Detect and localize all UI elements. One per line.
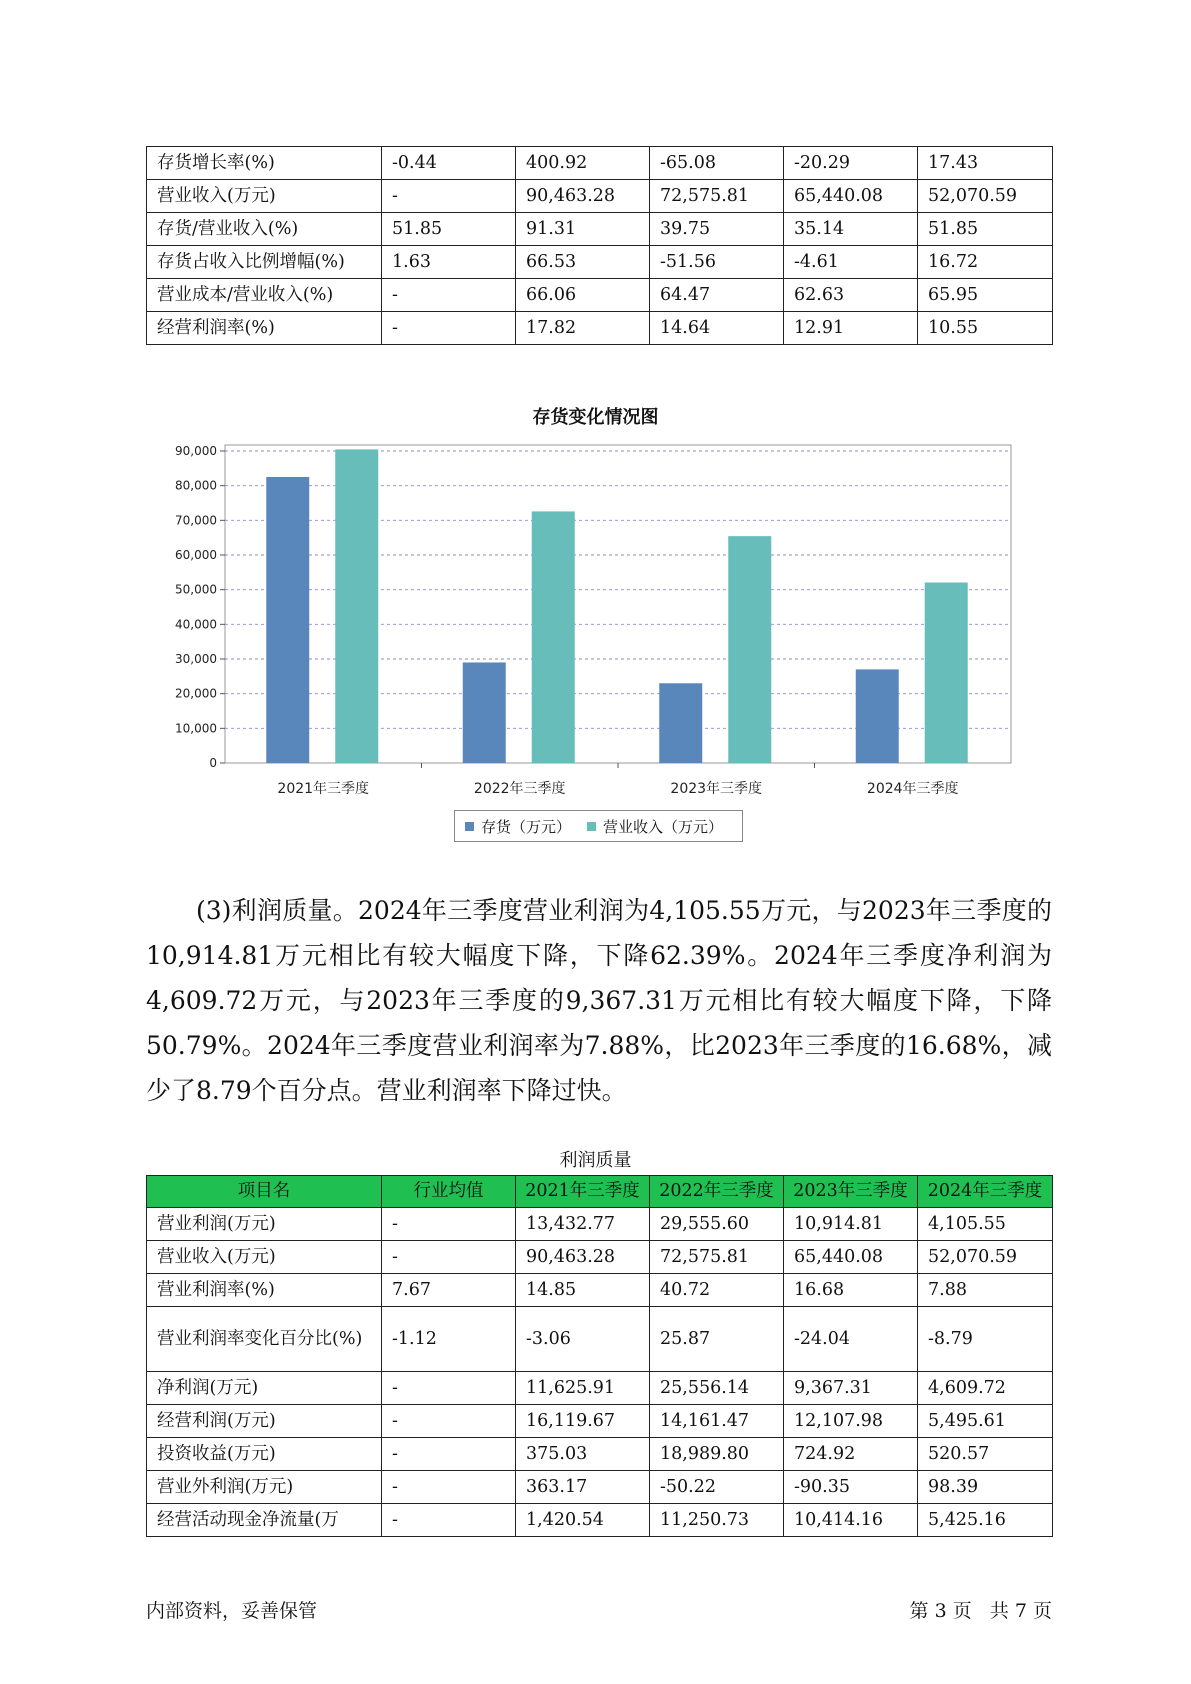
table-row [147, 1504, 1053, 1537]
y-tick-label: 80,000 [175, 478, 217, 493]
table-cell: 12.91 [784, 312, 918, 345]
table-row [147, 1405, 1053, 1438]
bar-revenue [728, 536, 771, 763]
table-cell: 72,575.81 [650, 1241, 784, 1274]
table-row [147, 279, 1053, 312]
paragraph-text: (3)利润质量。2024年三季度营业利润为4,105.55万元，与2023年三季度的10,914.81万元相比有较大幅度下降，下降62.39%。2024年三季度净利润为4,609.72万元，与2023年三季度的9,367.31万元相比有较大幅度下降，下降50.79%。2024年三季度营业利润率为7.88%，比2023年三季度的16.68%，减少了8.79个百分点。营业利润率下降过快。 [146, 896, 1052, 1105]
table-row [147, 246, 1053, 279]
table-cell: -65.08 [650, 147, 784, 180]
table-cell: 16.72 [918, 246, 1053, 279]
table-cell: 363.17 [516, 1471, 650, 1504]
table-cell: 经营利润率(%) [147, 312, 382, 345]
table-cell: 经营活动现金净流量(万 [147, 1504, 382, 1537]
table-cell: - [382, 1208, 516, 1241]
inventory-table [146, 146, 1053, 345]
table-cell: - [382, 1438, 516, 1471]
table-cell: 25.87 [650, 1307, 784, 1372]
y-tick-label: 20,000 [175, 686, 217, 701]
table-cell: 65.95 [918, 279, 1053, 312]
table-cell: 4,105.55 [918, 1208, 1053, 1241]
table-cell: 13,432.77 [516, 1208, 650, 1241]
table-cell: - [382, 1471, 516, 1504]
y-tick-label: 70,000 [175, 513, 217, 528]
table-cell: 7.67 [382, 1274, 516, 1307]
table-cell: - [382, 1504, 516, 1537]
table-cell: 65,440.08 [784, 180, 918, 213]
table-cell: 16,119.67 [516, 1405, 650, 1438]
x-tick-label: 2024年三季度 [866, 781, 959, 797]
table-cell: 11,250.73 [650, 1504, 784, 1537]
table-cell: 营业收入(万元) [147, 1241, 382, 1274]
table-row [147, 147, 1053, 180]
table-cell: 400.92 [516, 147, 650, 180]
table-cell: - [382, 1241, 516, 1274]
table-cell: -8.79 [918, 1307, 1053, 1372]
legend-swatch [587, 822, 596, 831]
footer-page-number: 第 3 页 共 7 页 [909, 1600, 1052, 1622]
table-cell: 17.82 [516, 312, 650, 345]
table-cell: 5,495.61 [918, 1405, 1053, 1438]
legend-item-inventory [465, 816, 571, 837]
table-cell: 存货增长率(%) [147, 147, 382, 180]
table-header-row [147, 1176, 1053, 1208]
table-cell: 17.43 [918, 147, 1053, 180]
table-cell: 91.31 [516, 213, 650, 246]
table-cell: 10,414.16 [784, 1504, 918, 1537]
table-cell: 90,463.28 [516, 1241, 650, 1274]
table-row [147, 1471, 1053, 1504]
bar-revenue [532, 511, 575, 763]
table-cell: 39.75 [650, 213, 784, 246]
footer-confidential-note: 内部资料，妥善保管 [146, 1600, 318, 1622]
table-caption: 利润质量 [559, 1150, 632, 1171]
table-cell: 51.85 [382, 213, 516, 246]
table-row [147, 180, 1053, 213]
legend-item-revenue [587, 816, 723, 837]
bar-inventory [659, 683, 702, 763]
y-tick-label: 30,000 [175, 652, 217, 666]
table-cell: 72,575.81 [650, 180, 784, 213]
table-row [147, 1274, 1053, 1307]
table-row [147, 1372, 1053, 1405]
table-cell: -0.44 [382, 147, 516, 180]
y-tick-label: 90,000 [175, 444, 217, 458]
table-cell: 18,989.80 [650, 1438, 784, 1471]
table-cell: 16.68 [784, 1274, 918, 1307]
x-tick-label: 2021年三季度 [277, 781, 370, 797]
table-cell: 净利润(万元) [147, 1372, 382, 1405]
x-tick-label: 2023年三季度 [670, 781, 763, 797]
table-cell: 66.06 [516, 279, 650, 312]
table-cell: 98.39 [918, 1471, 1053, 1504]
x-tick-label: 2022年三季度 [473, 781, 566, 797]
table-cell: - [382, 180, 516, 213]
y-tick-label: 40,000 [175, 617, 217, 632]
chart-legend [454, 810, 743, 842]
table-cell: 66.53 [516, 246, 650, 279]
table-cell: 4,609.72 [918, 1372, 1053, 1405]
table-row [147, 1208, 1053, 1241]
table-cell: 营业利润率(%) [147, 1274, 382, 1307]
table-cell: 存货/营业收入(%) [147, 213, 382, 246]
column-header: 2024年三季度 [918, 1176, 1053, 1208]
table-row [147, 1307, 1053, 1372]
table-cell: 经营利润(万元) [147, 1405, 382, 1438]
table-cell: -51.56 [650, 246, 784, 279]
table-cell: 29,555.60 [650, 1208, 784, 1241]
table-cell: 9,367.31 [784, 1372, 918, 1405]
bar-inventory [266, 477, 309, 763]
y-tick-label: 60,000 [175, 548, 217, 562]
table-cell: 存货占收入比例增幅(%) [147, 246, 382, 279]
column-header: 2021年三季度 [516, 1176, 650, 1208]
table-cell: 1,420.54 [516, 1504, 650, 1537]
table-cell: 营业成本/营业收入(%) [147, 279, 382, 312]
y-tick-label: 50,000 [175, 582, 217, 597]
inventory-bar-chart [0, 0, 1191, 800]
bar-inventory [856, 669, 899, 763]
table-cell: - [382, 312, 516, 345]
legend-swatch [465, 822, 474, 831]
table-cell: 40.72 [650, 1274, 784, 1307]
table-cell: -1.12 [382, 1307, 516, 1372]
table-cell: 25,556.14 [650, 1372, 784, 1405]
table-cell: 营业收入(万元) [147, 180, 382, 213]
table-cell: 724.92 [784, 1438, 918, 1471]
table-cell: -24.04 [784, 1307, 918, 1372]
bar-inventory [463, 662, 506, 763]
table-cell: - [382, 1372, 516, 1405]
table-cell: 52,070.59 [918, 180, 1053, 213]
table-cell: 51.85 [918, 213, 1053, 246]
table-cell: 1.63 [382, 246, 516, 279]
table-cell: 64.47 [650, 279, 784, 312]
table-cell: 62.63 [784, 279, 918, 312]
legend-label: 存货（万元） [481, 817, 572, 836]
y-tick-label: 0 [209, 756, 217, 770]
table-row [147, 213, 1053, 246]
table-cell: 投资收益(万元) [147, 1438, 382, 1471]
column-header: 2022年三季度 [650, 1176, 784, 1208]
plot-area-border [225, 445, 1011, 763]
table-cell: 375.03 [516, 1438, 650, 1471]
table-row [147, 312, 1053, 345]
table-cell: -90.35 [784, 1471, 918, 1504]
chart-title: 存货变化情况图 [532, 407, 659, 428]
column-header: 项目名 [147, 1176, 382, 1208]
table-cell: -20.29 [784, 147, 918, 180]
profit-quality-table [146, 1175, 1053, 1537]
bar-revenue [335, 449, 378, 763]
table-cell: 营业利润(万元) [147, 1208, 382, 1241]
table-cell: 10,914.81 [784, 1208, 918, 1241]
table-cell: 12,107.98 [784, 1405, 918, 1438]
y-tick-label: 10,000 [175, 721, 217, 736]
table-cell: 营业外利润(万元) [147, 1471, 382, 1504]
table-row [147, 1241, 1053, 1274]
table-cell: 14.85 [516, 1274, 650, 1307]
column-header: 2023年三季度 [784, 1176, 918, 1208]
profit-quality-paragraph [146, 888, 1052, 1113]
column-header: 行业均值 [382, 1176, 516, 1208]
table-cell: 90,463.28 [516, 180, 650, 213]
table-cell: 7.88 [918, 1274, 1053, 1307]
table-cell: 11,625.91 [516, 1372, 650, 1405]
legend-label: 营业收入（万元） [603, 817, 724, 836]
bar-revenue [925, 582, 968, 763]
table-cell: - [382, 1405, 516, 1438]
table-cell: 520.57 [918, 1438, 1053, 1471]
table-cell: 65,440.08 [784, 1241, 918, 1274]
table-cell: 35.14 [784, 213, 918, 246]
table-cell: 14.64 [650, 312, 784, 345]
table-cell: 14,161.47 [650, 1405, 784, 1438]
table-cell: 营业利润率变化百分比(%) [147, 1307, 382, 1372]
table-cell: 52,070.59 [918, 1241, 1053, 1274]
table-cell: -50.22 [650, 1471, 784, 1504]
table-row [147, 1438, 1053, 1471]
table-cell: -4.61 [784, 246, 918, 279]
table-cell: 5,425.16 [918, 1504, 1053, 1537]
table-cell: -3.06 [516, 1307, 650, 1372]
table-cell: 10.55 [918, 312, 1053, 345]
table-cell: - [382, 279, 516, 312]
